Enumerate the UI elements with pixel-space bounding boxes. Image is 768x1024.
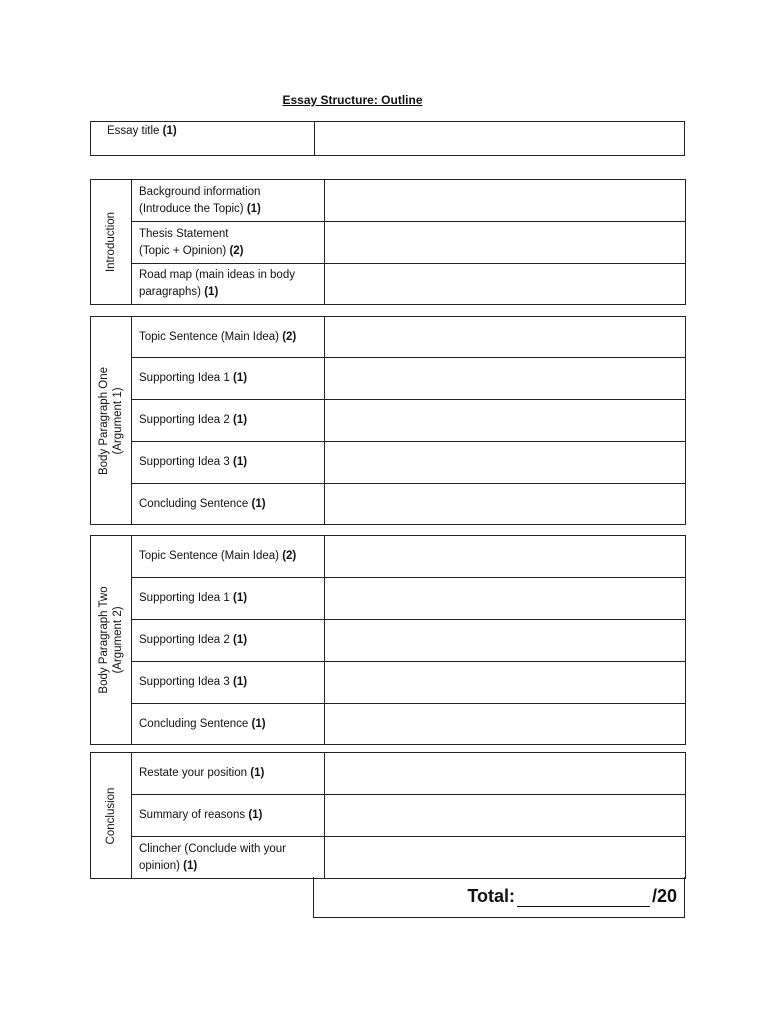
answer-cell[interactable] bbox=[325, 536, 686, 578]
answer-cell[interactable] bbox=[325, 222, 686, 264]
answer-cell[interactable] bbox=[325, 317, 686, 358]
table-row bbox=[91, 837, 686, 879]
table-row bbox=[91, 620, 686, 662]
table-row bbox=[91, 358, 686, 400]
essay-title-row bbox=[91, 122, 685, 156]
total-score bbox=[467, 886, 677, 907]
answer-cell[interactable] bbox=[325, 264, 686, 305]
total-box bbox=[313, 877, 685, 918]
points: (1) bbox=[162, 125, 177, 137]
table-row bbox=[91, 222, 686, 264]
answer-cell[interactable] bbox=[325, 484, 686, 525]
row-label: Road map (main ideas in body paragraphs) (1) bbox=[132, 264, 325, 305]
row-label: Concluding Sentence (1) bbox=[132, 704, 325, 745]
body-one-table bbox=[90, 316, 686, 525]
row-label: Thesis Statement (Topic + Opinion) (2) bbox=[132, 222, 325, 264]
conclusion-side-label: Conclusion bbox=[91, 753, 132, 879]
table-row bbox=[91, 442, 686, 484]
row-label: Restate your position (1) bbox=[132, 753, 325, 795]
row-label: Background information (Introduce the Topic) (1) bbox=[132, 180, 325, 222]
answer-cell[interactable] bbox=[325, 400, 686, 442]
answer-cell[interactable] bbox=[325, 620, 686, 662]
row-label: Supporting Idea 2 (1) bbox=[132, 400, 325, 442]
row-label: Clincher (Conclude with your opinion) (1) bbox=[132, 837, 325, 879]
page-title: Essay Structure: Outline bbox=[282, 93, 423, 107]
table-row bbox=[91, 180, 686, 222]
row-label: Topic Sentence (Main Idea) (2) bbox=[132, 536, 325, 578]
row-label: Topic Sentence (Main Idea) (2) bbox=[132, 317, 325, 358]
table-row bbox=[91, 578, 686, 620]
answer-cell[interactable] bbox=[325, 753, 686, 795]
answer-cell[interactable] bbox=[325, 180, 686, 222]
row-label: Supporting Idea 2 (1) bbox=[132, 620, 325, 662]
essay-title-table bbox=[90, 121, 685, 156]
answer-cell[interactable] bbox=[325, 704, 686, 745]
table-row bbox=[91, 662, 686, 704]
answer-cell[interactable] bbox=[325, 795, 686, 837]
answer-cell[interactable] bbox=[325, 442, 686, 484]
table-row bbox=[91, 795, 686, 837]
total-label: Total: bbox=[467, 886, 515, 906]
answer-cell[interactable] bbox=[325, 662, 686, 704]
row-label: Supporting Idea 1 (1) bbox=[132, 358, 325, 400]
essay-title-label: Essay title (1) bbox=[91, 122, 315, 156]
table-row bbox=[91, 753, 686, 795]
table-row bbox=[91, 704, 686, 745]
row-label: Concluding Sentence (1) bbox=[132, 484, 325, 525]
introduction-side-label: Introduction bbox=[91, 180, 132, 305]
body-one-side-label: Body Paragraph One (Argument 1) bbox=[91, 317, 132, 525]
table-row bbox=[91, 536, 686, 578]
table-row bbox=[91, 484, 686, 525]
introduction-table bbox=[90, 179, 686, 305]
table-row bbox=[91, 317, 686, 358]
answer-cell[interactable] bbox=[325, 358, 686, 400]
table-row bbox=[91, 264, 686, 305]
total-out-of: /20 bbox=[651, 886, 677, 906]
row-label: Supporting Idea 3 (1) bbox=[132, 662, 325, 704]
conclusion-table bbox=[90, 752, 686, 879]
row-label: Supporting Idea 3 (1) bbox=[132, 442, 325, 484]
row-label: Summary of reasons (1) bbox=[132, 795, 325, 837]
answer-cell[interactable] bbox=[325, 578, 686, 620]
body-two-side-label: Body Paragraph Two (Argument 2) bbox=[91, 536, 132, 745]
body-two-table bbox=[90, 535, 686, 745]
table-row bbox=[91, 400, 686, 442]
total-blank[interactable] bbox=[517, 887, 650, 907]
answer-cell[interactable] bbox=[325, 837, 686, 879]
row-label: Supporting Idea 1 (1) bbox=[132, 578, 325, 620]
essay-title-answer[interactable] bbox=[315, 122, 685, 156]
